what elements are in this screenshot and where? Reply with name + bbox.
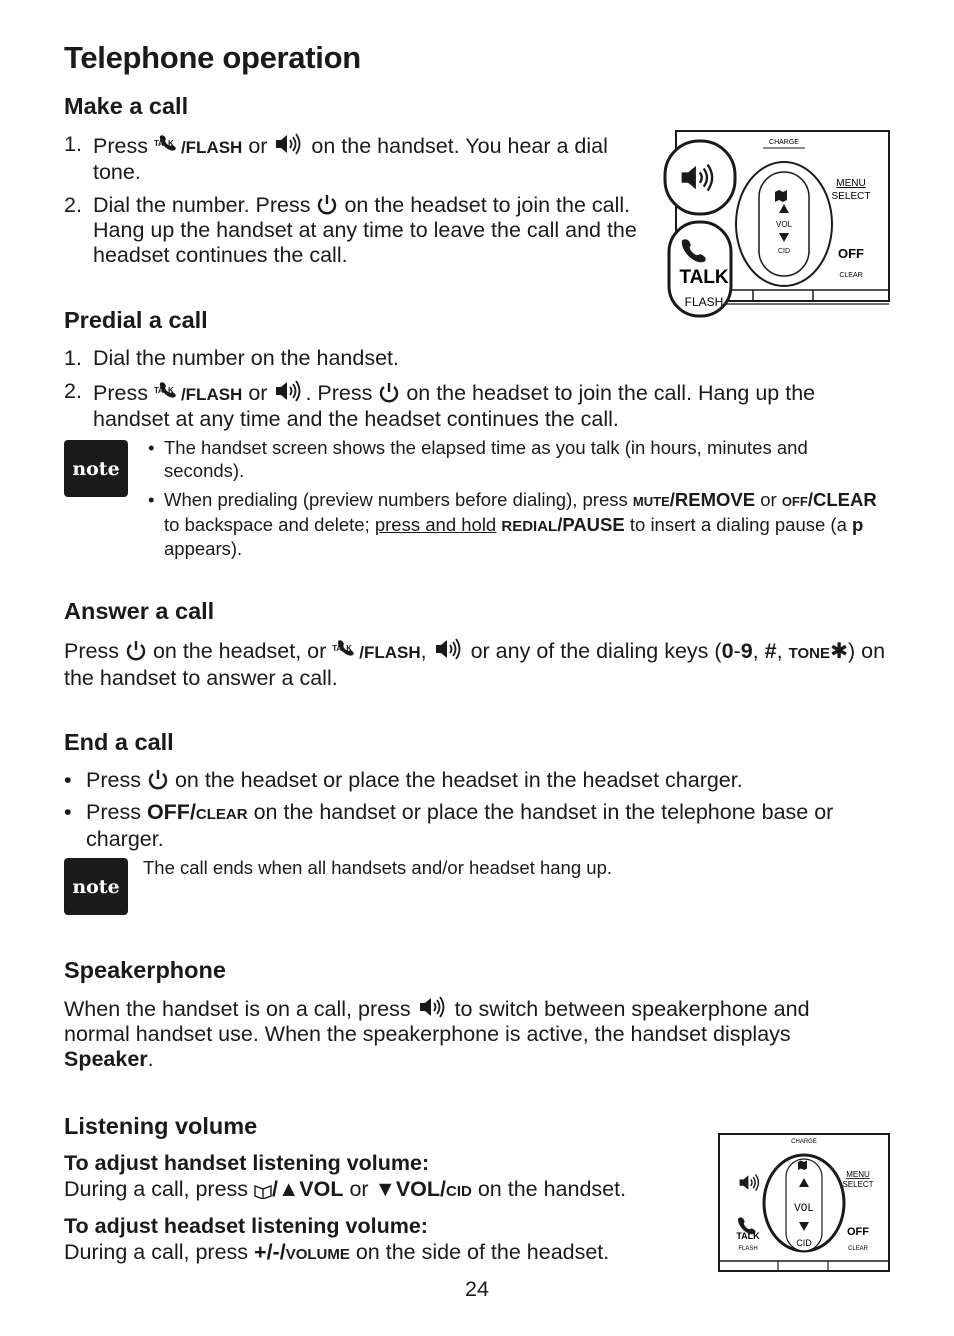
volume-headset-text: During a call, press +/-/VOLUME on the side of the headset. [64, 1240, 610, 1264]
end-note: The call ends when all handsets and/or headset hang up. [143, 857, 612, 878]
make-call-heading: Make a call [64, 93, 189, 119]
svg-text:CLEAR: CLEAR [839, 272, 863, 279]
power-icon [378, 381, 400, 403]
speaker-icon [417, 995, 449, 1019]
volume-sub-handset: To adjust handset listening volume: [64, 1151, 430, 1175]
svg-text:OFF: OFF [847, 1226, 869, 1238]
volume-heading: Listening volume [64, 1113, 258, 1139]
svg-text:CID: CID [796, 1238, 812, 1248]
svg-text:FLASH: FLASH [684, 295, 724, 309]
make-call-step-1: 1. Press TALK /FLASH or on the handset. You hear a dial tone. [64, 132, 608, 184]
predial-steps [64, 346, 894, 432]
svg-text:TALK: TALK [736, 1231, 760, 1241]
make-call-steps [64, 132, 644, 268]
power-icon [316, 193, 338, 215]
svg-text:SELECT: SELECT [842, 1180, 874, 1189]
svg-text:SELECT: SELECT [831, 191, 871, 202]
handset-keypad-figure [663, 130, 891, 318]
svg-text:MENU: MENU [836, 178, 866, 189]
svg-text:FLASH: FLASH [738, 1246, 758, 1252]
speaker-icon [273, 132, 305, 156]
predial-heading: Predial a call [64, 307, 208, 333]
power-icon [125, 639, 147, 661]
page-title: Telephone operation [64, 40, 361, 75]
predial-notes [148, 437, 878, 561]
answer-text: Press on the headset, or TALK /FLASH, or any of the dialing keys (0-9, #, TONE✱) on the handset to answer a call. [64, 639, 886, 690]
talk-icon: TALK [154, 380, 181, 402]
speaker-icon [433, 637, 465, 661]
make-call-step-2: 2. Dial the number. Press on the headset to join the call. Hang up the handset at any time to leave the call and the headset continues the call. [64, 193, 637, 267]
end-heading: End a call [64, 729, 174, 755]
volume-handset-text: During a call, press /▲VOL or ▼VOL/CID on the handset. [64, 1177, 627, 1201]
book-icon [254, 1183, 272, 1199]
charge-label: CHARGE [769, 139, 799, 146]
predial-step-1: 1. Dial the number on the handset. [64, 346, 399, 370]
svg-text:MENU: MENU [846, 1170, 870, 1179]
note-badge: note [64, 858, 128, 915]
answer-heading: Answer a call [64, 598, 215, 624]
power-icon [147, 768, 169, 790]
end-bullet-1: • Press on the headset or place the headset in the headset charger. [64, 768, 743, 792]
talk-icon: TALK [154, 133, 181, 155]
predial-note-2: • When predialing (preview numbers before dialing), press MUTE/REMOVE or OFF/CLEAR to backspace and delete; press and hold REDIAL/PAUSE to insert a dialing pause (a p appears). [148, 489, 877, 559]
svg-text:VOL: VOL [775, 220, 793, 229]
volume-keypad-figure [718, 1133, 890, 1273]
note-badge: note [64, 440, 128, 497]
talk-icon: TALK [332, 638, 359, 660]
svg-text:OFF: OFF [838, 246, 864, 261]
speakerphone-heading: Speakerphone [64, 957, 226, 983]
speaker-icon [273, 379, 305, 403]
svg-text:CLEAR: CLEAR [847, 1246, 869, 1252]
volume-sub-headset: To adjust headset listening volume: [64, 1214, 428, 1238]
end-bullet-2: • Press OFF/CLEAR on the handset or place the handset in the telephone base or charger. [64, 800, 834, 851]
page-number: 24 [465, 1277, 489, 1301]
svg-text:TALK: TALK [679, 267, 729, 288]
star-key-icon: ✱ [829, 639, 848, 663]
svg-text:CID: CID [777, 248, 791, 255]
speakerphone-text: When the handset is on a call, press to switch between speakerphone and normal handset use. When the speakerphone is active, the handset displays Speaker. [64, 997, 810, 1071]
predial-note-1: • The handset screen shows the elapsed time as you talk (in hours, minutes and seconds). [148, 437, 808, 481]
end-bullets [64, 768, 864, 852]
svg-text:VOL: VOL [794, 1203, 814, 1215]
predial-step-2: 2. Press TALK /FLASH or . Press on the headset to join the call. Hang up the handset at any time and the headset continues the call. [64, 379, 816, 431]
svg-text:CHARGE: CHARGE [791, 1139, 817, 1145]
